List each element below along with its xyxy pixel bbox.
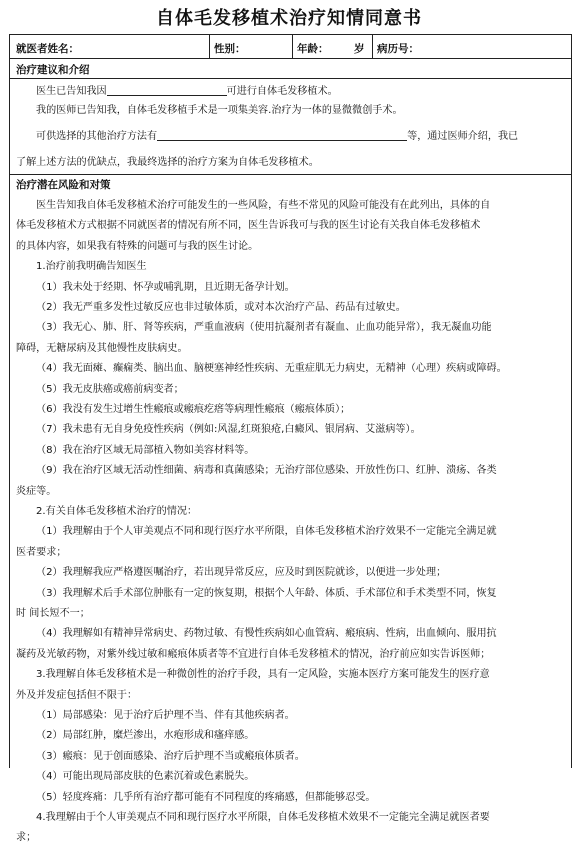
advice-line-3-text: 可供选择的其他治疗方法有 (36, 131, 158, 142)
risk-line: （2）我理解我应严格遵医嘱治疗，若出现异常反应，应及时到医院就诊，以便进一步处理； (36, 567, 447, 579)
risk-line: 外及并发症包括但不限于： (16, 689, 138, 701)
risk-line: 医生告知我自体毛发移植术治疗可能发生的一些风险，有些不常见的风险可能没有在此列出，具体的自 (36, 200, 491, 211)
advice-line-1-text: 医生已告知我因 (36, 86, 107, 97)
alternatives-blank (157, 128, 407, 141)
age-label: 年龄： (297, 43, 329, 55)
risk-line: 凝药及光敏药物，对紫外线过敏和瘢痕体质者等不宜进行自体毛发移植术的情况，治疗前应如实告诉医师； (16, 648, 491, 660)
risk-line: （1）局部感染：见于治疗后护理不当、伴有其他疾病者。 (36, 710, 295, 721)
divider (10, 78, 571, 79)
risk-line: （3）我理解术后手术部位肿胀有一定的恢复期，根据个人年龄、体质、手术部位和手术类型不同，恢复 (36, 587, 497, 599)
risk-line: （4）可能出现局部皮肤的色素沉着或色素脱失。 (36, 771, 255, 783)
risk-line: 3.我理解自体毛发移植术是一种微创性的治疗手段，具有一定风险，实施本医疗方案可能发生的医疗意 (36, 669, 490, 681)
risk-line: 医者要求； (16, 546, 67, 558)
patient-name-label: 就医者姓名： (16, 43, 79, 55)
advice-line-2: 我的医师已告知我，自体毛发移植手术是一项集美容.治疗为一体的显微微创手术。 (36, 105, 403, 116)
document-title: 自体毛发移植术治疗知情同意书 (156, 8, 422, 29)
risk-line: 的具体内容，如果我有特殊的问题可与我的医生讨论。 (16, 240, 259, 252)
advice-line-4: 了解上述方法的优缺点，我最终选择的治疗方案为自体毛发移植术。 (16, 157, 319, 168)
risk-line: （6）我没有发生过增生性瘢痕或瘢痕疙瘩等病理性瘢痕（瘢痕体质）； (36, 404, 351, 415)
divider (372, 35, 373, 59)
advice-line-1-suffix: 可进行自体毛发移植术。 (226, 86, 338, 97)
risk-line: （3）瘢痕：见于创面感染、治疗后护理不当或瘢痕体质者。 (36, 750, 305, 762)
diagnosis-blank (107, 83, 227, 96)
risk-line: （8）我在治疗区域无局部植入物如美容材料等。 (36, 444, 255, 456)
advice-line-1 (36, 81, 566, 102)
divider (10, 174, 571, 175)
risk-line: （2）我无严重多发性过敏反应也非过敏体质，或对本次治疗产品、药品有过敏史。 (36, 302, 406, 313)
risk-line: 时 间长短不一； (16, 608, 90, 619)
risk-line: （7）我未患有无自身免疫性疾病（例如:风湿,红斑狼疮,白癜风、银屑病、艾滋病等）。 (36, 424, 421, 436)
risk-line: 2.有关自体毛发移植术治疗的情况： (36, 506, 198, 517)
record-number-label: 病历号： (377, 43, 419, 55)
risk-line: 1.治疗前我明确告知医生 (36, 261, 147, 273)
risk-line: 求； (16, 832, 37, 844)
consent-form-table (9, 34, 572, 844)
risk-line: （3）我无心、肺、肝、肾等疾病，严重血液病（使用抗凝剂者有凝血、止血功能异常），我无凝血功能 (36, 322, 492, 334)
risk-line: 障碍，无糖尿病及其他慢性皮肤病史。 (16, 342, 188, 354)
divider (209, 35, 210, 59)
risk-line: （5）我无皮肤癌或癌前病变者； (36, 383, 184, 395)
age-unit: 岁 (354, 43, 365, 55)
gender-label: 性别： (214, 43, 246, 55)
risk-line: （9）我在治疗区域无活动性细菌、病毒和真菌感染；无治疗部位感染、开放性伤口、红肿、溃疡、各类 (36, 465, 497, 477)
risk-line: 4.我理解由于个人审美观点不同和现行医疗水平所限，自体毛发移植术效果不一定能完全满足就医者要 (36, 812, 490, 823)
section-heading-advice: 治疗建议和介绍 (16, 64, 90, 76)
risk-line: （1）我理解由于个人审美观点不同和现行医疗水平所限，自体毛发移植术治疗效果不一定能完全满足就 (36, 526, 497, 538)
risk-line: （4）我理解如有精神异常病史、药物过敏、有慢性疾病如心血管病、瘢痕病、性病，出血倾向、服用抗 (36, 628, 497, 640)
risk-line: （2）局部红肿，糜烂渗出，水疱形成和瘙痒感。 (36, 730, 255, 742)
risk-line: （5）轻度疼痛：几乎所有治疗都可能有不同程度的疼痛感，但都能够忍受。 (36, 791, 376, 803)
risk-line: （1）我未处于经期、怀孕或哺乳期，且近期无备孕计划。 (36, 281, 295, 293)
patient-info-row (10, 35, 571, 59)
section-heading-risks: 治疗潜在风险和对策 (16, 179, 111, 191)
advice-line-3-suffix: 等，通过医师介绍，我已 (407, 131, 519, 142)
risk-line: 炎症等。 (16, 485, 57, 497)
risk-line: （4）我无面瘫、癫痫类、脑出血、脑梗塞神经性疾病、无重症肌无力病史，无精神（心理）疾病或障碍。 (36, 363, 507, 375)
divider (292, 35, 293, 59)
advice-line-3 (36, 126, 566, 147)
risk-line: 体毛发移植术方式根据不同就医者的情况有所不同，医生告诉我可与我的医生讨论有关我自体毛发移植术 (16, 220, 481, 232)
